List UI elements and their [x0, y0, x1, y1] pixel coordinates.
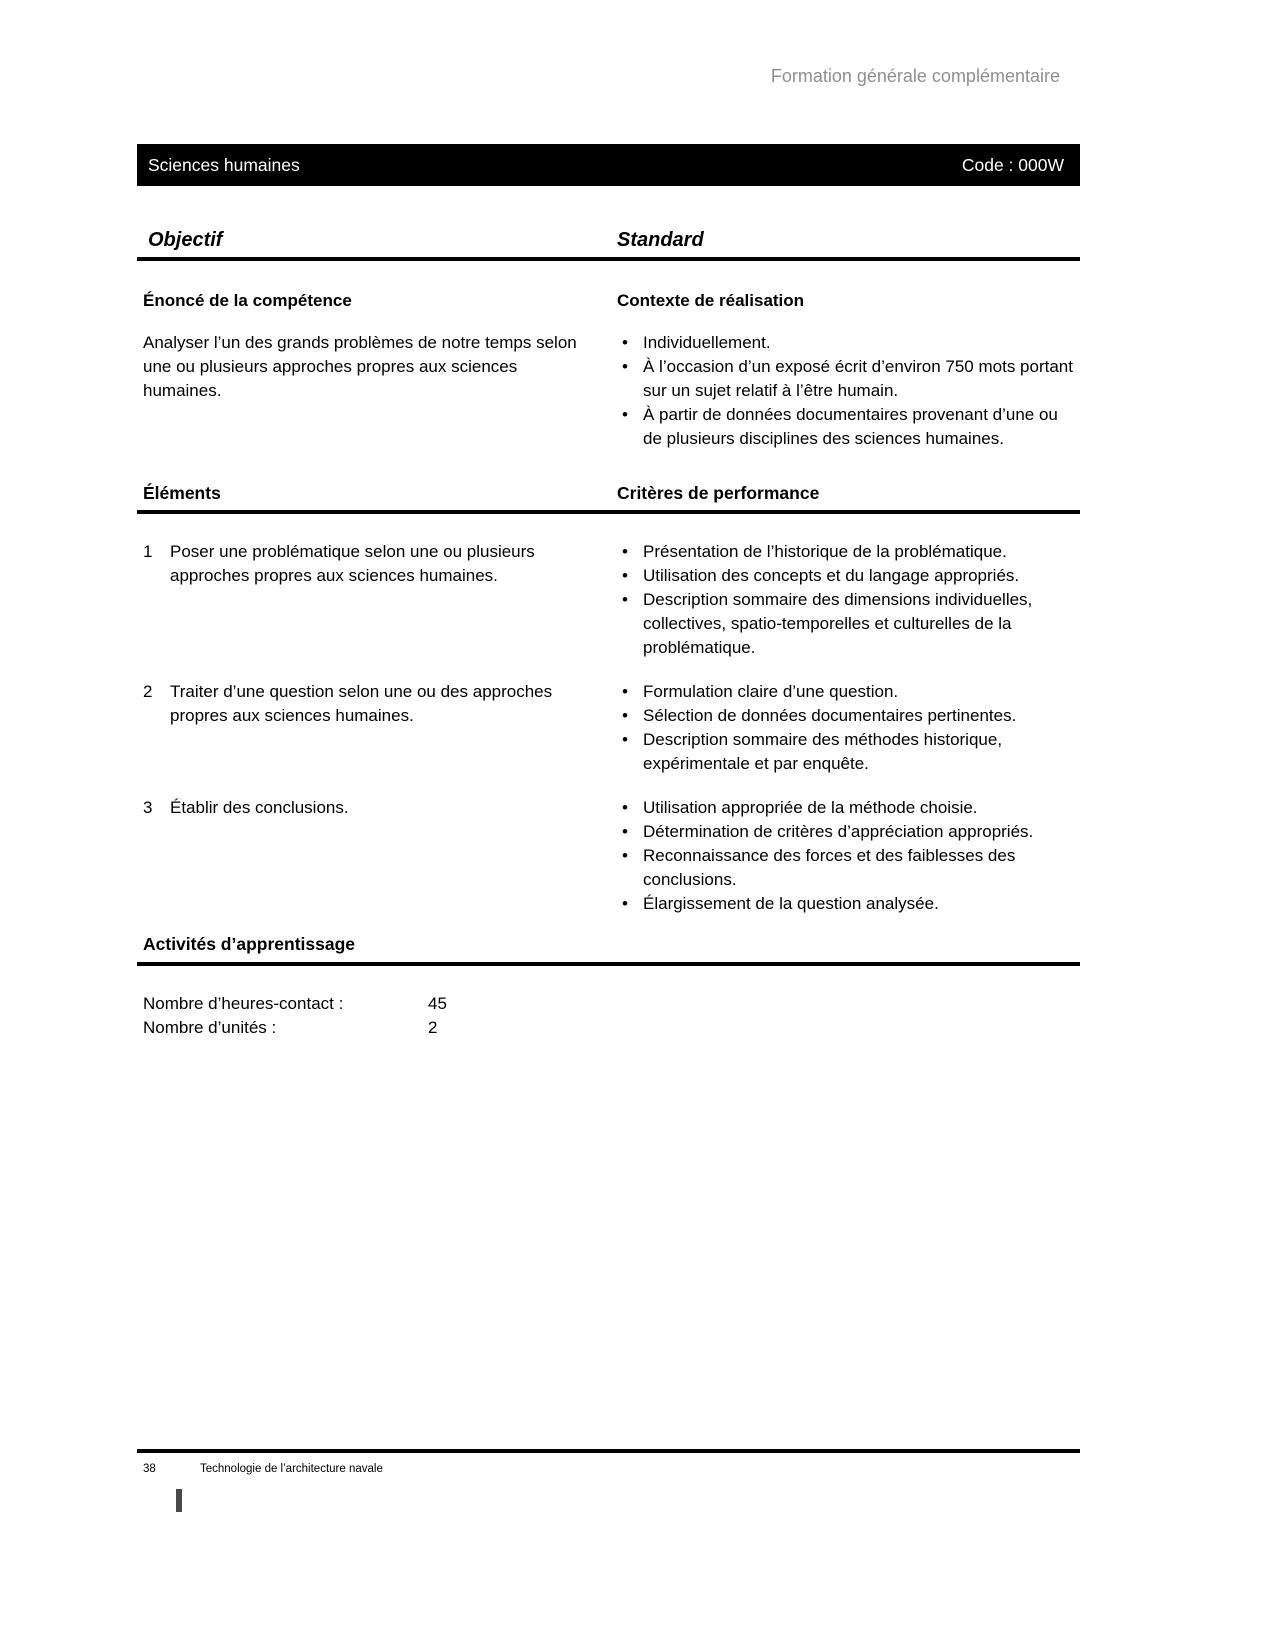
contexte-bullets: [617, 331, 1080, 451]
course-title-bar: [137, 144, 1080, 186]
field-value: 2: [428, 1018, 438, 1037]
element-item: [137, 680, 590, 776]
element-row: [137, 796, 1080, 916]
page-content: [137, 0, 1080, 1040]
enonce-heading: Énoncé de la compétence: [143, 291, 352, 310]
element-row: [137, 680, 1080, 776]
elements-heading: Éléments: [143, 483, 221, 503]
element-row: [137, 540, 1080, 660]
contexte-bullet: • À l’occasion d’un exposé écrit d’environ 750 mots portant sur un sujet relatif à l’être humain.: [617, 355, 1080, 403]
page-number: 38: [143, 1463, 156, 1475]
field-value: 45: [428, 994, 447, 1013]
criterion-item: • Présentation de l’historique de la problématique.: [617, 540, 1080, 564]
criteria-list: [617, 540, 1080, 660]
footer-mark: [176, 1489, 182, 1512]
activites-heading: Activités d’apprentissage: [137, 932, 1080, 966]
criterion-item: • Détermination de critères d’appréciation appropriés.: [617, 820, 1080, 844]
criterion-item: • Utilisation appropriée de la méthode choisie.: [617, 796, 1080, 820]
column-headings: [137, 228, 1080, 261]
contexte-column: [617, 289, 1080, 451]
element-text: Traiter d’une question selon une ou des approches propres aux sciences humaines.: [170, 682, 553, 725]
criteria-list: [617, 796, 1080, 916]
field-label: Nombre d’unités :: [143, 1018, 277, 1037]
criterion-item: • Élargissement de la question analysée.: [617, 892, 1080, 916]
units-field: [137, 1016, 1080, 1040]
criterion-item: • Formulation claire d’une question.: [617, 680, 1080, 704]
contexte-bullet: • Individuellement.: [617, 331, 1080, 355]
contexte-heading: Contexte de réalisation: [617, 291, 805, 310]
enonce-body: Analyser l’un des grands problèmes de notre temps selon une ou plusieurs approches propres aux sciences humaines.: [143, 333, 577, 400]
element-text: Établir des conclusions.: [170, 798, 349, 817]
standard-heading: Standard: [617, 229, 704, 251]
criterion-item: • Reconnaissance des forces et des faiblesses des conclusions.: [617, 844, 1080, 892]
course-title: Sciences humaines: [148, 155, 300, 175]
criterion-item: • Description sommaire des dimensions individuelles, collectives, spatio-temporelles et culturelles de la problématique.: [617, 588, 1080, 660]
course-code: Code : 000W: [961, 155, 1064, 175]
field-label: Nombre d’heures-contact :: [143, 994, 344, 1013]
element-number: 2: [143, 682, 153, 701]
objectif-heading: Objectif: [148, 229, 223, 251]
element-number: 1: [143, 542, 153, 561]
elements-criteria-headings: [137, 481, 1080, 514]
hours-field: [137, 992, 1080, 1016]
footer-text: Technologie de l’architecture navale: [200, 1463, 383, 1475]
running-head: Formation générale complémentaire: [770, 66, 1060, 86]
activites-fields: [137, 992, 1080, 1040]
element-item: [137, 540, 590, 660]
contexte-bullet: • À partir de données documentaires provenant d’une ou de plusieurs disciplines des sciences humaines.: [617, 403, 1080, 451]
competence-context-section: [137, 289, 1080, 451]
criterion-item: • Description sommaire des méthodes historique, expérimentale et par enquête.: [617, 728, 1080, 776]
element-item: [137, 796, 590, 916]
criterion-item: • Sélection de données documentaires pertinentes.: [617, 704, 1080, 728]
criterion-item: • Utilisation des concepts et du langage appropriés.: [617, 564, 1080, 588]
competence-column: [137, 289, 590, 451]
footer: [137, 1461, 1080, 1477]
footer-rule: [137, 1449, 1080, 1453]
criteria-list: [617, 680, 1080, 776]
element-text: Poser une problématique selon une ou plusieurs approches propres aux sciences humaines.: [170, 542, 535, 585]
element-number: 3: [143, 798, 153, 817]
criteres-heading: Critères de performance: [617, 483, 820, 503]
